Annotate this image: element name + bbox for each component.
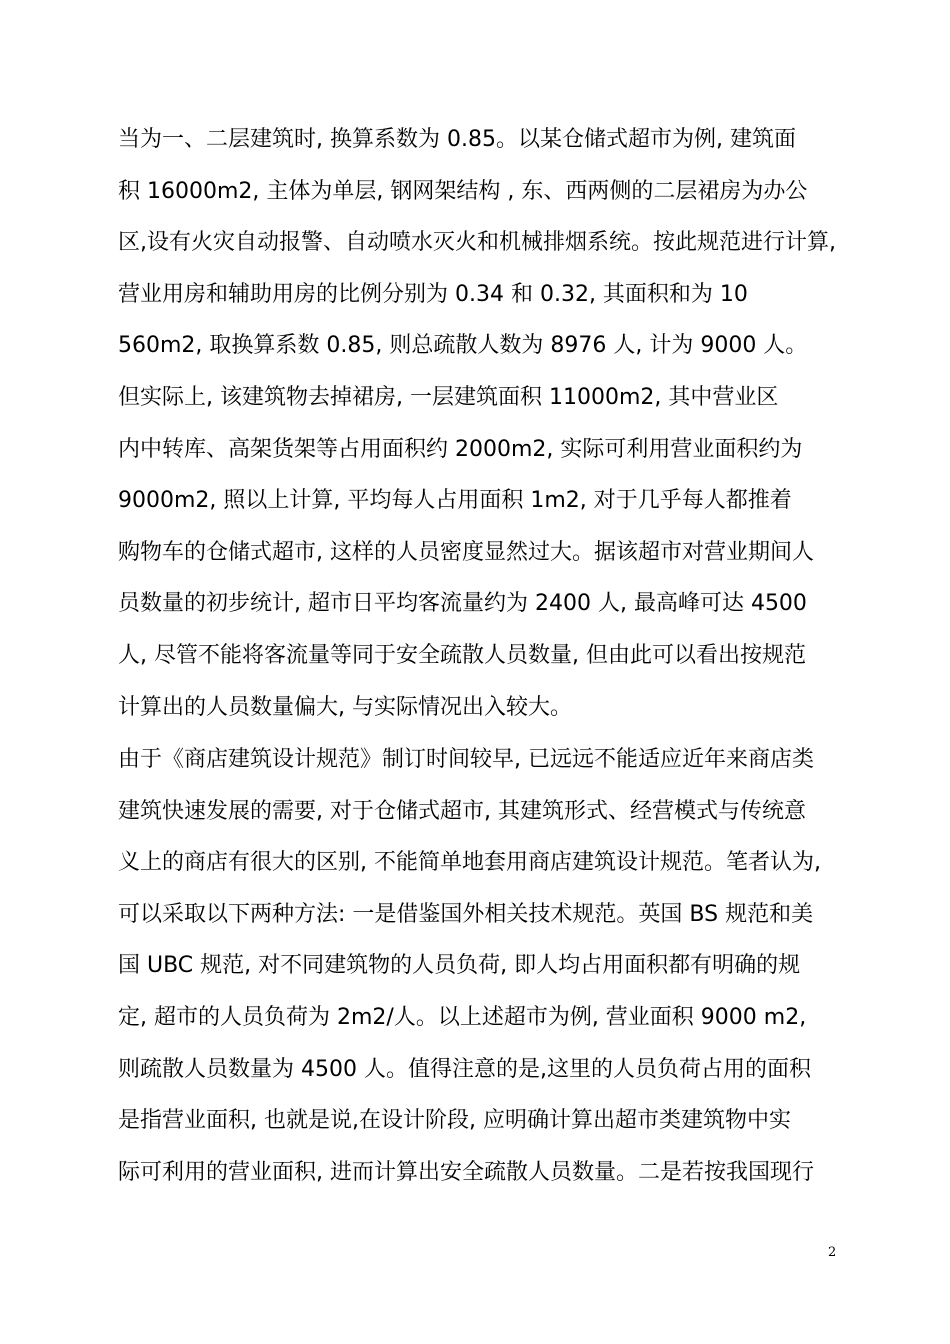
paragraph-line [118,636,838,688]
paragraph-line [118,843,838,895]
paragraph-2 [118,740,838,1204]
line-text: 560m2, 取换算系数 0.85, 则总疏散人数为 8976 人, 计为 9000 人。 [118,333,808,359]
paragraph-line [118,688,838,740]
page-number: 2 [828,1245,837,1260]
line-text: 由于《商店建筑设计规范》制订时间较早, 已远远不能适应近年来商店类 [118,747,814,772]
line-text: 人, 尽管不能将客流量等同于安全疏散人员数量, 但由此可以看出按规范 [118,642,806,668]
line-text: 积 16000m2, 主体为单层, 钢网架结构 , 东、西两侧的二层裙房为办公 [118,178,808,204]
line-text: 内中转库、高架货架等占用面积约 2000m2, 实际可利用营业面积约为 [118,436,803,462]
paragraph-line [118,430,838,482]
line-text: 是指营业面积, 也就是说,在设计阶段, 应明确计算出超市类建筑物中实 [118,1108,791,1134]
line-text: 当为一、二层建筑时, 换算系数为 0.85。以某仓储式超市为例, 建筑面 [118,127,796,152]
paragraph-line [118,172,838,224]
paragraph-line [118,1153,838,1205]
line-text: 建筑快速发展的需要, 对于仓储式超市, 其建筑形式、经营模式与传统意 [118,798,806,824]
line-text: 际可利用的营业面积, 进而计算出安全疏散人员数量。二是若按我国现行 [118,1159,814,1185]
paragraph-line [118,998,838,1050]
line-text: 9000m2, 照以上计算, 平均每人占用面积 1m2, 对于几乎每人都推着 [118,488,792,514]
line-text: 计算出的人员数量偏大, 与实际情况出入较大。 [118,694,572,720]
paragraph-line [118,275,838,327]
paragraph-line [118,533,838,585]
paragraph-line [118,792,838,844]
line-text: 员数量的初步统计, 超市日平均客流量约为 2400 人, 最高峰可达 4500 [118,591,807,617]
paragraph-line [118,326,838,378]
line-text: 但实际上, 该建筑物去掉裙房, 一层建筑面积 11000m2, 其中营业区 [118,384,779,410]
line-text: 义上的商店有很大的区别, 不能简单地套用商店建筑设计规范。笔者认为, [118,850,821,876]
paragraph-line [118,895,838,947]
line-text: 购物车的仓储式超市, 这样的人员密度显然过大。据该超市对营业期间人 [118,539,814,565]
paragraph-line [118,1101,838,1153]
paragraph-line [118,120,838,172]
paragraph-line [118,584,838,636]
paragraph-line [118,223,838,275]
paragraph-line [118,946,838,998]
paragraph-line [118,740,838,792]
line-text: 定, 超市的人员负荷为 2m2/人。以上述超市为例, 营业面积 9000 m2, [118,1004,807,1030]
line-text: 区,设有火灾自动报警、自动喷水灭火和机械排烟系统。按此规范进行计算, [118,230,836,256]
paragraph-line [118,481,838,533]
paragraph-1 [118,120,838,739]
paragraph-line [118,1050,838,1102]
line-text: 则疏散人员数量为 4500 人。值得注意的是,这里的人员负荷占用的面积 [118,1056,811,1082]
paragraph-line [118,378,838,430]
line-text: 可以采取以下两种方法: 一是借鉴国外相关技术规范。英国 BS 规范和美 [118,901,814,927]
line-text: 营业用房和辅助用房的比例分别为 0.34 和 0.32, 其面积和为 10 [118,281,748,307]
line-text: 国 UBC 规范, 对不同建筑物的人员负荷, 即人均占用面积都有明确的规 [118,953,801,979]
